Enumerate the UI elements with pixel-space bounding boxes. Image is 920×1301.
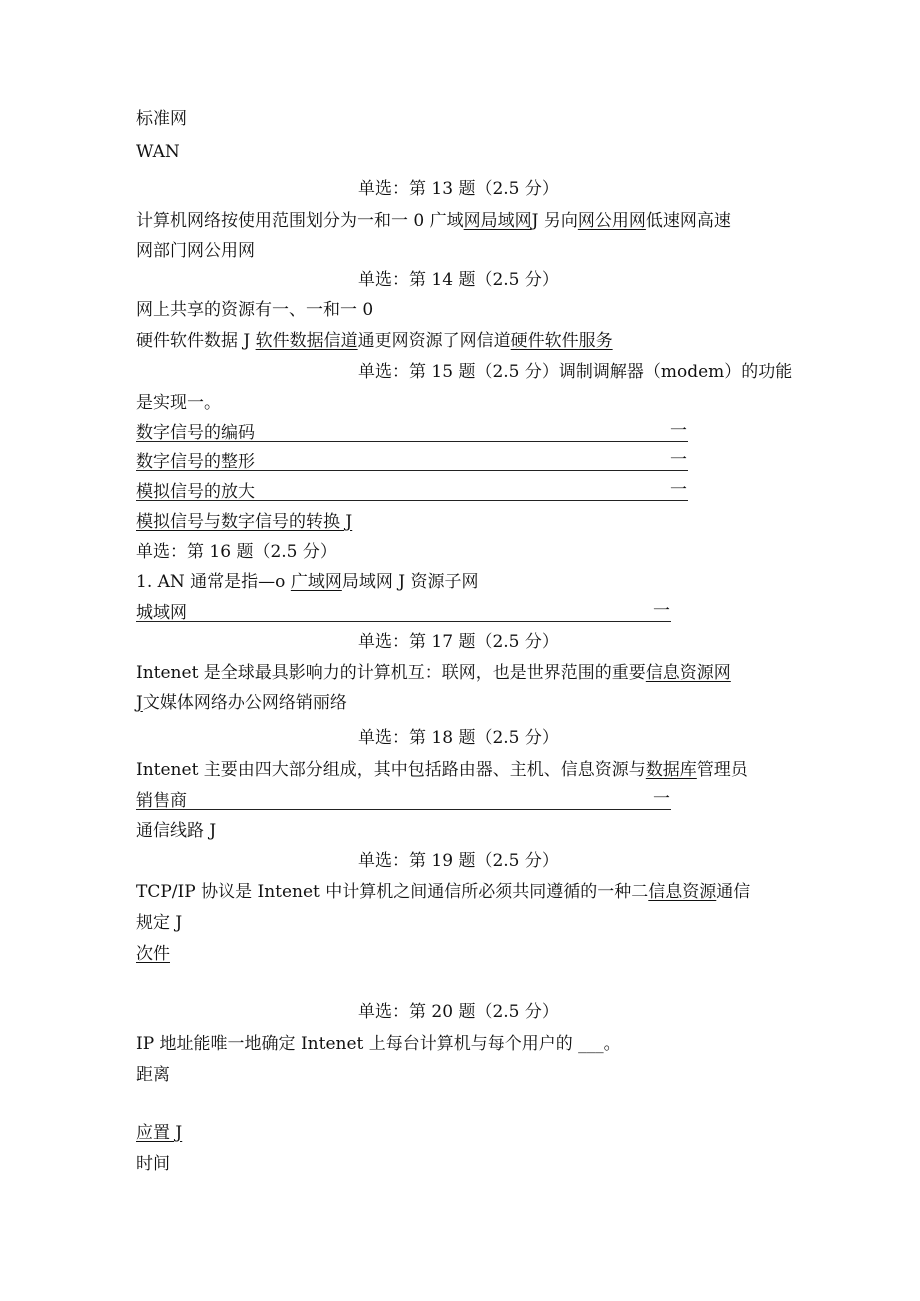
question-header: 单选：第 14 题（2.5 分）	[358, 270, 559, 290]
question-text	[136, 881, 750, 903]
option-text: 数字信号的编码	[136, 423, 255, 443]
question-text	[136, 210, 731, 232]
text-run: J 另向	[531, 211, 578, 231]
option-text: 应置 J	[136, 1123, 183, 1143]
answer-line: 通信线路 J	[136, 821, 217, 841]
underline-rule	[136, 500, 688, 501]
underlined-run: 广域网	[290, 572, 342, 592]
underlined-run: J	[136, 693, 143, 713]
underlined-run: 信息资源	[648, 882, 717, 902]
underlined-run: 数据库	[645, 760, 697, 780]
question-header: 单选：第 20 题（2.5 分）	[358, 1002, 559, 1022]
underlined-run: 软件数据信道	[255, 331, 358, 351]
option-marker: 一	[670, 480, 687, 500]
question-text: IP 地址能唯一地确定 Intenet 上每台计算机与每个用户的 ___。	[136, 1034, 621, 1054]
option-text: WAN	[136, 142, 180, 162]
question-header: 单选：第 18 题（2.5 分）	[358, 728, 559, 748]
underline-rule	[136, 621, 671, 622]
question-text: 规定 J	[136, 913, 183, 933]
option-marker: 一	[653, 601, 670, 621]
option-text: 模拟信号与数字信号的转换 J	[136, 512, 353, 532]
question-text: 网上共享的资源有一、一和一 0	[136, 300, 374, 320]
text-run: TCP/IP 协议是 Intenet 中计算机之间通信所必须共同遵循的一种二	[136, 882, 649, 902]
option-text: 模拟信号的放大	[136, 482, 255, 502]
underlined-run: 网局域网	[463, 211, 532, 231]
text-run: 通信	[716, 882, 751, 902]
text-run: 计算机网络按使用范围划分为一和一 0 广域	[136, 211, 464, 231]
question-header: 单选：第 16 题（2.5 分）	[136, 542, 337, 562]
question-text: 是实现一。	[136, 393, 221, 413]
option-text: 距离	[136, 1065, 170, 1085]
question-header: 单选：第 13 题（2.5 分）	[358, 179, 559, 199]
option-text: 销售商	[136, 791, 187, 811]
text-run: 局域网 J 资源子网	[341, 572, 479, 592]
text-run: Intenet 是全球最具影响力的计算机互：联网，也是世界范围的重要	[136, 663, 646, 683]
underline-rule	[136, 809, 671, 810]
text-run: 文媒体网络办公网络销丽络	[142, 693, 347, 713]
underline-rule	[136, 470, 688, 471]
text-run: 管理员	[696, 760, 748, 780]
underline-rule	[136, 441, 688, 442]
answer-line	[136, 330, 613, 352]
underlined-run: 硬件软件服务	[510, 331, 613, 351]
option-marker: 一	[670, 450, 687, 470]
question-text	[136, 662, 731, 684]
option-text: 时间	[136, 1154, 170, 1174]
underlined-run: 信息资源网	[645, 663, 731, 683]
question-text: 网部门网公用网	[136, 241, 255, 261]
question-header: 单选：第 19 题（2.5 分）	[358, 851, 559, 871]
text-run: 通更网资源了网信道	[357, 331, 511, 351]
text-run: Intenet 主要由四大部分组成，其中包括路由器、主机、信息资源与	[136, 760, 646, 780]
text-run: 1. AN 通常是指—o	[136, 572, 291, 592]
question-text	[136, 571, 478, 593]
question-header: 单选：第 15 题（2.5 分）调制调解器（modem）的功能	[358, 362, 793, 382]
text-run: 低速网高速	[645, 211, 731, 231]
option-text: 城域网	[136, 603, 187, 623]
option-text: 标准网	[136, 109, 187, 129]
option-marker: 一	[653, 789, 670, 809]
option-text: 数字信号的整形	[136, 452, 255, 472]
underlined-run: 网公用网	[577, 211, 646, 231]
question-header: 单选：第 17 题（2.5 分）	[358, 632, 559, 652]
answer-line: 次件	[136, 944, 170, 964]
question-text	[136, 759, 748, 781]
text-run: 硬件软件数据 J	[136, 331, 256, 351]
option-marker: 一	[670, 421, 687, 441]
question-text	[136, 692, 347, 714]
